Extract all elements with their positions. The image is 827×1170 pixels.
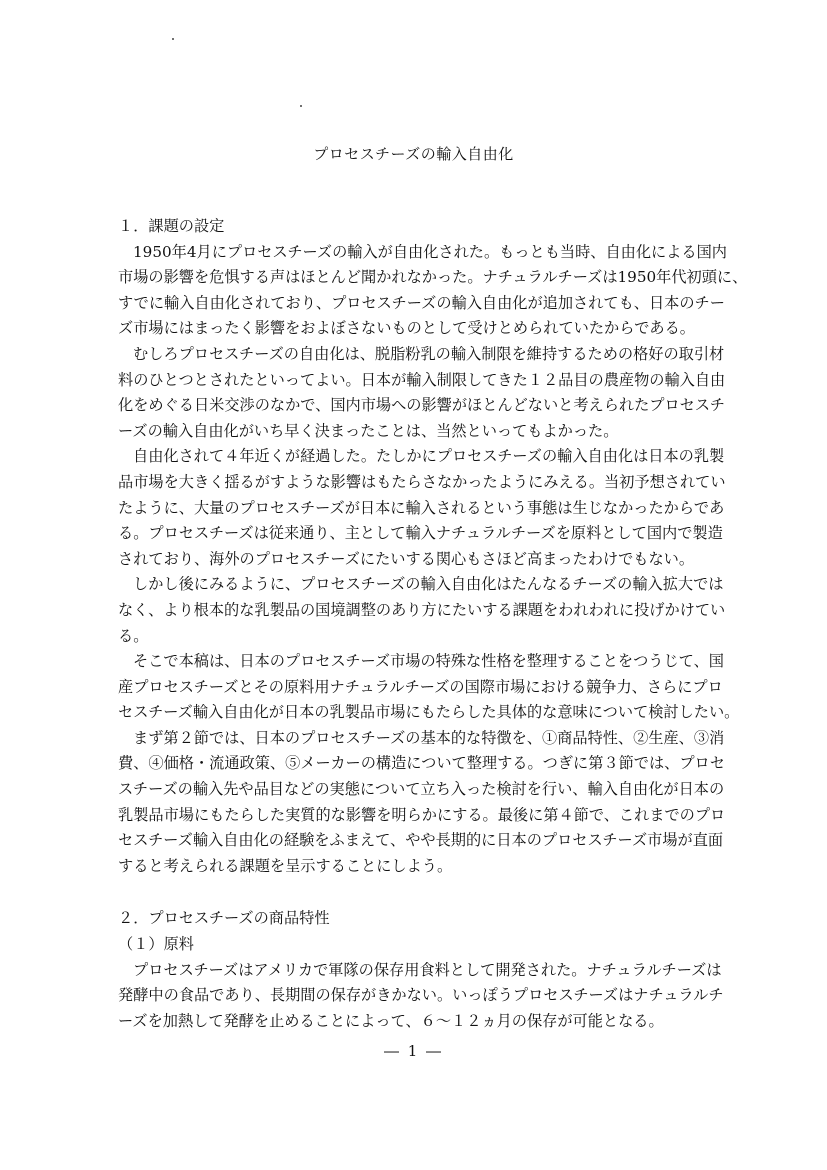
paragraph-line: 産プロセスチーズとその原料用ナチュラルチーズの国際市場における競争力、さらにプロ xyxy=(118,677,723,696)
section-heading: １．課題の設定 xyxy=(118,217,225,235)
paragraph-line: セスチーズ輸入自由化の経験をふまえて、やや長期的に日本のプロセスチーズ市場が直面 xyxy=(118,831,724,850)
paragraph-line: すでに輸入自由化されており、プロセスチーズの輸入自由化が追加されても、日本のチー xyxy=(118,293,725,312)
paragraph-line: ーズの輸入自由化がいち早く決まったことは、当然といってもよかった。 xyxy=(118,421,619,440)
subsection-heading: （１）原料 xyxy=(118,935,194,954)
scan-speck xyxy=(172,38,174,40)
paragraph-line: たように、大量のプロセスチーズが日本に輸入されるという事態は生じなかったからであ xyxy=(118,498,725,517)
section-gap xyxy=(118,879,718,906)
paragraph-line: スチーズの輸入先や品目などの実態について立ち入った検討を行い、輸入自由化が日本の xyxy=(118,780,725,799)
paragraph-line: しかし後にみるように、プロセスチーズの輸入自由化はたんなるチーズの輸入拡大では xyxy=(133,575,724,594)
scan-speck xyxy=(300,105,302,107)
paragraph-line: 化をめぐる日米交渉のなかで、国内市場への影響がほとんどないと考えられたプロセスチ xyxy=(118,396,725,415)
paragraph-line: 料のひとつとされたといってよい。日本が輸入制限してきた１２品目の農産物の輸入自由 xyxy=(118,370,726,389)
paragraph-line: なく、より根本的な乳製品の国境調整のあり方にたいする課題をわれわれに投げかけてい xyxy=(118,600,726,619)
paragraph-line: ズ市場にはまったく影響をおよぼさないものとして受けとめられていたからである。 xyxy=(118,319,695,338)
paragraph-line: プロセスチーズはアメリカで軍隊の保存用食料として開発された。ナチュラルチーズは xyxy=(133,960,722,979)
paragraph-line: る。プロセスチーズは従来通り、主として輸入ナチュラルチーズを原料として国内で製造 xyxy=(118,524,723,543)
paragraph-line: そこで本稿は、日本のプロセスチーズ市場の特殊な性格を整理することをつうじて、国 xyxy=(133,652,724,671)
paragraph-line: 1950年4月にプロセスチーズの輸入が自由化された。もっとも当時、自由化による国内 xyxy=(133,242,727,261)
paragraph-line: 費、④価格・流通政策、⑤メーカーの構造について整理する。つぎに第３節では、プロセ xyxy=(118,754,725,773)
paragraph-line: まず第２節では、日本のプロセスチーズの基本的な特徴を、①商品特性、②生産、③消 xyxy=(133,728,725,747)
document-title: プロセスチーズの輸入自由化 xyxy=(313,145,514,163)
document-body xyxy=(118,214,748,1034)
paragraph-line: 市場の影響を危惧する声はほとんど聞かれなかった。ナチュラルチーズは1950年代初頭に、 xyxy=(118,268,748,287)
paragraph-line: 乳製品市場にもたらした実質的な影響を明らかにする。最後に第４節で、これまでのプロ xyxy=(118,805,726,824)
paragraph-line: 発酵中の食品であり、長期間の保存がきかない。いっぽうプロセスチーズはナチュラルチ xyxy=(118,986,724,1005)
page-number: ― 1 ― xyxy=(383,1042,444,1060)
paragraph-line: 自由化されて４年近くが経過した。たしかにプロセスチーズの輸入自由化は日本の乳製 xyxy=(133,447,725,466)
paragraph-line: されており、海外のプロセスチーズにたいする関心もさほど高まったわけでもない。 xyxy=(118,549,695,568)
section-heading: ２．プロセスチーズの商品特性 xyxy=(118,909,330,928)
paragraph-line: ーズを加熱して発酵を止めることによって、６～１２ヵ月の保存が可能となる。 xyxy=(118,1011,664,1030)
paragraph-line: る。 xyxy=(118,626,149,645)
paragraph-line: 品市場を大きく揺るがすような影響はもたらさなかったようにみえる。当初予想されてい xyxy=(118,472,726,491)
paragraph-line: セスチーズ輸入自由化が日本の乳製品市場にもたらした具体的な意味について検討したい。 xyxy=(118,703,740,722)
paragraph-line: すると考えられる課題を呈示することにしよう。 xyxy=(118,856,453,875)
paragraph-line: むしろプロセスチーズの自由化は、脱脂粉乳の輸入制限を維持するための格好の取引材 xyxy=(133,344,725,363)
